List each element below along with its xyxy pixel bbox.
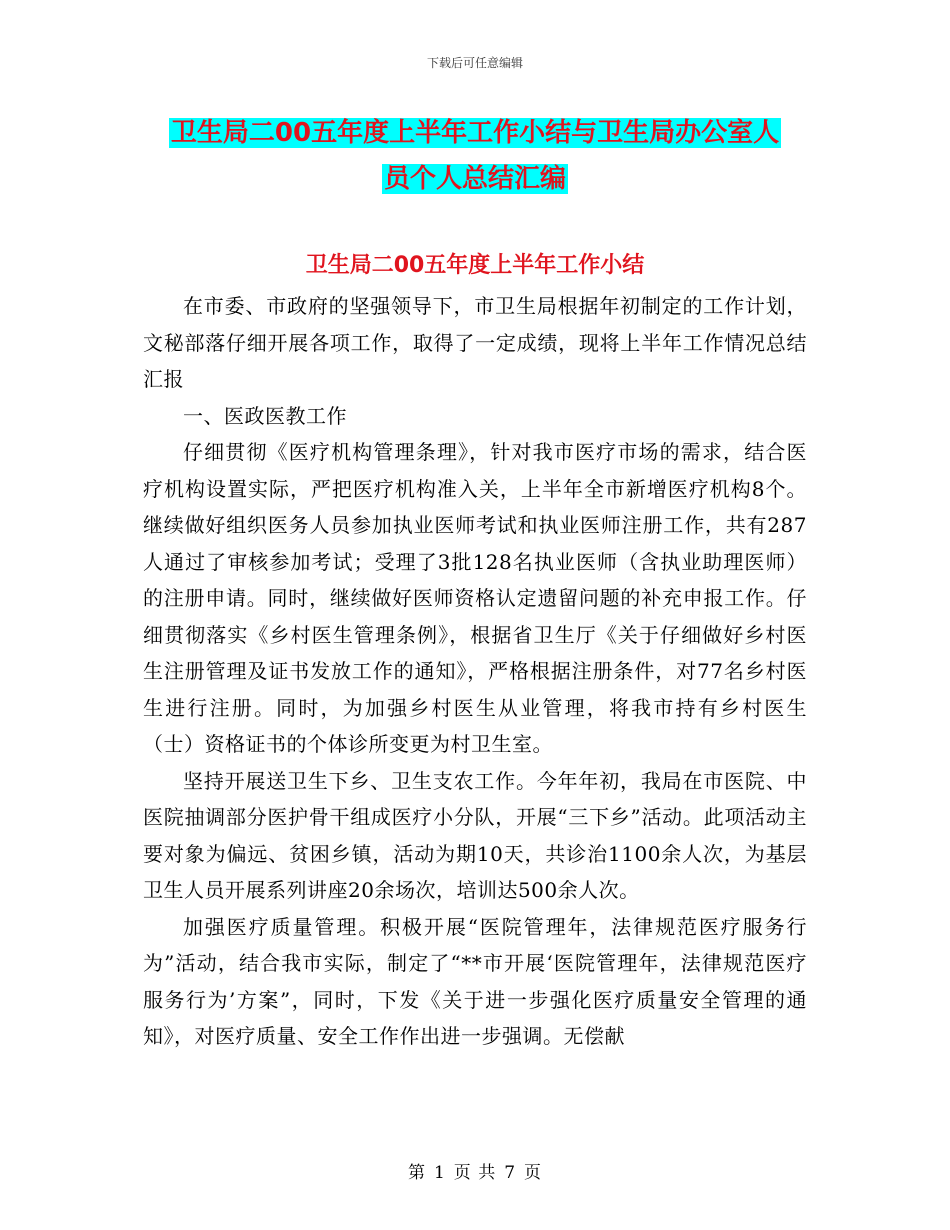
paragraph: 坚持开展送卫生下乡、卫生支农工作。今年年初，我局在市医院、中医院抽调部分医护骨干组成医疗小分队，开展“三下乡”活动。此项活动主要对象为偏远、贫困乡镇，活动为期10天，共诊治1100余人次，为基层卫生人员开展系列讲座20余场次，培训达500余人次。 xyxy=(143,768,807,902)
paragraph: 加强医疗质量管理。积极开展“医院管理年，法律规范医疗服务行为”活动，结合我市实际，制定了“**市开展‘医院管理年，法律规范医疗服务行为’方案”，同时，下发《关于进一步强化医疗质量安全管理的通知》，对医疗质量、安全工作作出进一步强调。无偿献 xyxy=(143,914,807,1048)
footer-suffix: 页 xyxy=(524,1163,543,1183)
footer-prefix: 第 xyxy=(407,1163,426,1183)
document-title-line-1: 卫生局二00五年度上半年工作小结与卫生局办公室人 xyxy=(170,118,780,148)
footer-total-pages: 7 xyxy=(504,1163,517,1183)
paragraph-heading: 一、医政医教工作 xyxy=(183,403,347,428)
footer-middle: 页 共 xyxy=(453,1163,497,1183)
document-title-line-2: 员个人总结汇编 xyxy=(383,164,566,194)
paragraph: 仔细贯彻《医疗机构管理条理》，针对我市医疗市场的需求，结合医疗机构设置实际，严把医疗机构准入关，上半年全市新增医疗机构8个。继续做好组织医务人员参加执业医师考试和执业医师注册工作，共有287人通过了审核参加考试；受理了3批128名执业医师（含执业助理医师）的注册申请。同时，继续做好医师资格认定遗留问题的补充申报工作。仔细贯彻落实《乡村医生管理条例》，根据省卫生厅《关于仔细做好乡村医生注册管理及证书发放工作的通知》，严格根据注册条件，对77名乡村医生进行注册。同时，为加强乡村医生从业管理，将我市持有乡村医生（士）资格证书的个体诊所变更为村卫生室。 xyxy=(143,440,807,756)
footer-current-page: 1 xyxy=(433,1163,446,1183)
body-text xyxy=(143,288,807,1055)
header-note: 下载后可任意编辑 xyxy=(426,56,523,70)
section-title: 卫生局二00五年度上半年工作小结 xyxy=(305,253,645,278)
paragraph-intro: 在市委、市政府的坚强领导下，市卫生局根据年初制定的工作计划，文秘部落仔细开展各项工作，取得了一定成绩，现将上半年工作情况总结汇报 xyxy=(143,294,807,391)
document-title xyxy=(120,110,830,202)
page-footer xyxy=(0,1158,950,1183)
